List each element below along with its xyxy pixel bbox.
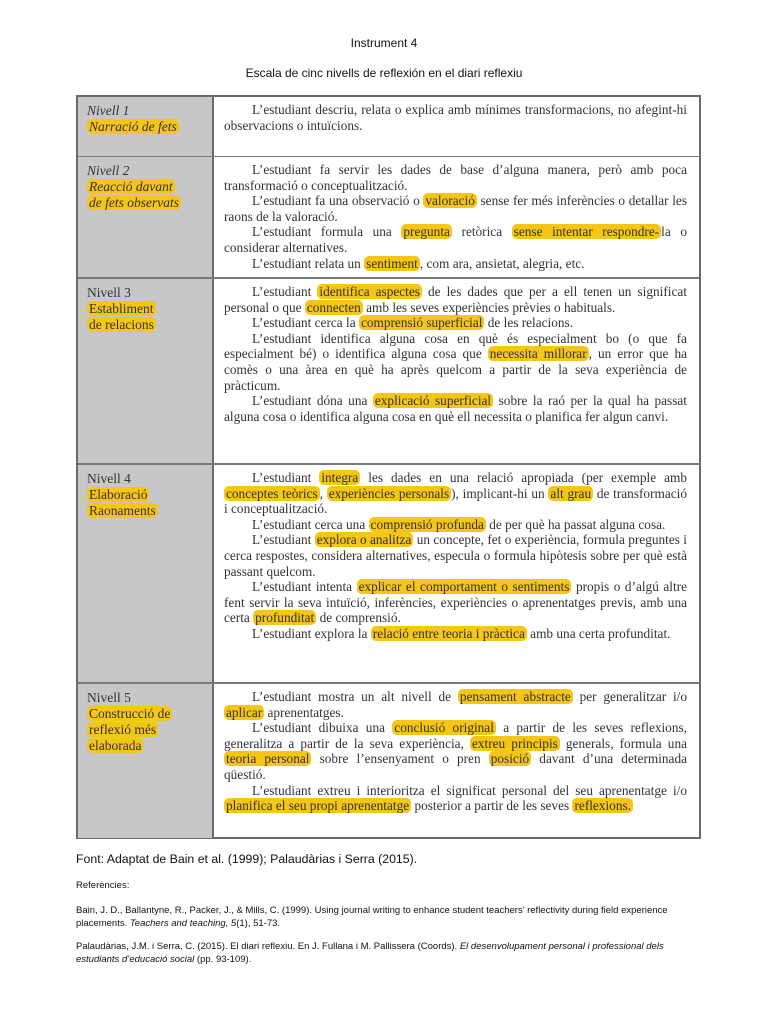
description-paragraph (224, 470, 687, 517)
description-text: L’estudiant identifica alguna cosa en què és especialment bo (o que fa especialment bé) o identifica alguna cosa que (224, 330, 687, 362)
reference-item (76, 940, 696, 966)
level-label (87, 706, 212, 754)
level-description (224, 470, 687, 642)
description-text: posterior a partir de les seves (411, 798, 573, 814)
description-paragraph (224, 102, 687, 133)
highlighted-term: profunditat (255, 610, 315, 626)
description-text: de les relacions. (484, 315, 574, 331)
description-text: un concepte, fet o experiència, formula preguntes i cerca respostes, considera alternatives, especula o formula hipòtesis sobre per què està passant quelcom. (224, 532, 687, 579)
table-row (78, 278, 699, 464)
level-label-line: Narració de fets (89, 119, 177, 134)
description-text: , un error que ha comès o una àrea en què ha après quelcom a partir de la seva experiència de pràcticum. (224, 346, 687, 393)
level-label-line: Reacció davant (89, 179, 173, 194)
level-name: Nivell 3 (87, 285, 131, 300)
description-text: L’estudiant descriu, relata o explica amb mínimes transformacions, no afegint-hi observacions o intuïcions. (224, 102, 687, 133)
description-text: L’estudiant explora la (252, 625, 371, 641)
highlighted-term: posició (490, 751, 530, 767)
description-text: propis o d’algú altre fent servir la seva intuïció, inferències, experiències o aprenentatges previs, amb una certa (224, 579, 687, 626)
document-title: Instrument 4 (350, 36, 418, 50)
description-text: amb les seves experiències prèvies o habituals. (362, 299, 616, 315)
highlighted-term: explicar el comportament o sentiments (358, 579, 570, 595)
table-row (78, 97, 699, 157)
description-text: L’estudiant extreu i interioritza el significat personal del seu aprenentatge i/o (252, 782, 687, 798)
description-paragraph (224, 315, 687, 331)
description-text: L’estudiant formula una (252, 224, 402, 240)
description-text: aprenentatges. (264, 704, 344, 720)
description-paragraph (224, 532, 687, 579)
description-text: L’estudiant (252, 532, 315, 548)
level-label (87, 119, 212, 135)
highlighted-term: reflexions. (574, 798, 631, 814)
reference-journal: Teachers and teaching, 5 (129, 918, 237, 929)
description-text: L’estudiant (252, 470, 320, 485)
reference-text: (1), 51-73. (236, 918, 281, 929)
highlighted-term: integra (321, 470, 359, 485)
reference-item (76, 904, 696, 930)
highlighted-term: valoració (425, 193, 475, 209)
description-text: L’estudiant (252, 284, 318, 299)
description-text: de les dades que per a ell tenen un significat personal o que (224, 284, 687, 315)
description-text: de per què ha passat alguna cosa. (485, 516, 666, 532)
highlighted-term: extreu principis (471, 735, 558, 751)
highlighted-term: explicació superficial (374, 393, 492, 409)
table-row (78, 156, 699, 278)
highlighted-term: relació entre teoria i pràctica (372, 625, 525, 641)
description-text: L’estudiant relata un (252, 255, 365, 271)
table-row (78, 464, 699, 683)
highlighted-term: pensament abstracte (459, 689, 571, 704)
description-text: sense fer més inferències o detallar les raons de la valoració. (224, 193, 687, 224)
description-paragraph (224, 162, 687, 193)
highlighted-term: conclusió original (394, 720, 494, 736)
description-text: ), implicant-hi un (451, 485, 549, 501)
description-text: L’estudiant dibuixa una (252, 720, 393, 736)
highlighted-term: identifica aspectes (319, 284, 420, 299)
highlighted-term: alt grau (550, 485, 592, 501)
description-paragraph (224, 224, 687, 255)
description-text: amb una certa profunditat. (526, 625, 671, 641)
description-text: les dades en una relació apropiada (per exemple amb (360, 470, 687, 485)
description-text: de comprensió. (316, 610, 401, 626)
description-text: L’estudiant fa una observació o (252, 193, 424, 209)
level-label-line: de relacions (89, 317, 154, 332)
description-text: L’estudiant dóna una (252, 393, 373, 409)
level-label-line: de fets observats (89, 195, 179, 210)
description-text: , com ara, ansietat, alegria, etc. (419, 255, 585, 271)
highlighted-term: sense intentar respondre- (513, 224, 660, 240)
level-description (224, 689, 687, 814)
highlighted-term: pregunta (403, 224, 450, 240)
description-text: L’estudiant mostra un alt nivell de (252, 689, 458, 704)
level-label-line: Establiment (89, 301, 154, 316)
level-cell (78, 279, 214, 463)
source-note: Font: Adaptat de Bain et al. (1999); Palaudàrias i Serra (2015). (76, 852, 418, 866)
description-text: per generalitzar i/o (572, 689, 688, 704)
highlighted-term: sentiment (366, 255, 418, 271)
level-cell (78, 465, 214, 682)
description-paragraph (224, 193, 687, 224)
description-text: , (319, 485, 327, 501)
level-cell (78, 684, 214, 838)
description-text: L’estudiant cerca la (252, 315, 359, 331)
highlighted-term: aplicar (226, 704, 263, 720)
highlighted-term: conceptes teòrics (226, 485, 318, 501)
reference-book: El desenvolupament personal i professional dels estudiants d’educació social (76, 941, 664, 965)
reference-text: Bain, J. D., Ballantyne, R., Packer, J., & Mills, C. (1999). Using journal writing to enhance student teachers’ reflectivity during field experience placements. (76, 905, 668, 929)
level-name: Nivell 2 (87, 163, 130, 178)
level-description (224, 162, 687, 271)
references-label: Referències: (76, 880, 130, 891)
level-name: Nivell 5 (87, 690, 131, 705)
reference-text: (pp. 93-109). (194, 954, 252, 965)
highlighted-term: connecten (306, 299, 361, 315)
description-text: sobre la raó per la qual ha passat alguna cosa o identifica alguna cosa en què ell necessita o planifica fer algun canvi. (224, 393, 687, 424)
reference-text: Palaudàrias, J.M. i Serra, C. (2015). El diari reflexiu. En J. Fullana i M. Pallissera (Coords). (76, 941, 460, 952)
level-label (87, 487, 212, 519)
description-paragraph (224, 579, 687, 626)
description-text: de transformació i conceptualització. (224, 485, 687, 517)
description-text: L’estudiant fa servir les dades de base d’alguna manera, però amb poca transformació o conceptualització. (224, 162, 687, 193)
description-text: la o considerar alternatives. (224, 224, 687, 255)
highlighted-term: experiències personals (328, 485, 450, 501)
reflection-scale-table (76, 95, 701, 839)
description-text: davant d’una determinada qüestió. (224, 751, 688, 782)
highlighted-term: teoria personal (226, 751, 310, 767)
level-label (87, 301, 212, 333)
description-text: L’estudiant cerca una (252, 516, 369, 532)
highlighted-term: planifica el seu propi aprenentatge (226, 798, 410, 814)
level-description (224, 102, 687, 133)
highlighted-term: comprensió superficial (360, 315, 483, 331)
level-label-line: Raonaments (89, 503, 156, 518)
description-paragraph (224, 689, 687, 720)
level-cell (78, 97, 214, 156)
level-label-line: Elaboració (89, 487, 148, 502)
level-label-line: reflexió més (89, 722, 157, 737)
description-paragraph (224, 331, 687, 393)
document-subtitle: Escala de cinc nivells de reflexión en el diari reflexiu (245, 66, 523, 80)
level-description (224, 284, 687, 424)
level-label-line: Construcció de (89, 706, 171, 721)
description-paragraph (224, 720, 687, 782)
description-text: generals, formula una (559, 735, 687, 751)
level-name: Nivell 4 (87, 471, 131, 486)
description-paragraph (224, 393, 687, 424)
level-label-line: elaborada (89, 738, 142, 753)
description-text: retòrica (451, 224, 512, 240)
highlighted-term: explora o analitza (316, 532, 412, 548)
level-label (87, 179, 212, 211)
description-text: a partir de les seves reflexions, generalitza a partir de la seva experiència, (224, 720, 687, 751)
highlighted-term: comprensió profunda (370, 516, 484, 532)
description-paragraph (224, 284, 687, 315)
level-name: Nivell 1 (87, 103, 130, 118)
description-paragraph (224, 256, 687, 272)
description-paragraph (224, 517, 687, 533)
table-row (78, 683, 699, 838)
description-text: L’estudiant intenta (252, 579, 357, 595)
description-paragraph (224, 626, 687, 642)
description-text: sobre l’ensenyament o pren (311, 751, 489, 767)
level-cell (78, 157, 214, 277)
highlighted-term: necessita millorar (489, 346, 587, 362)
description-paragraph (224, 783, 687, 814)
